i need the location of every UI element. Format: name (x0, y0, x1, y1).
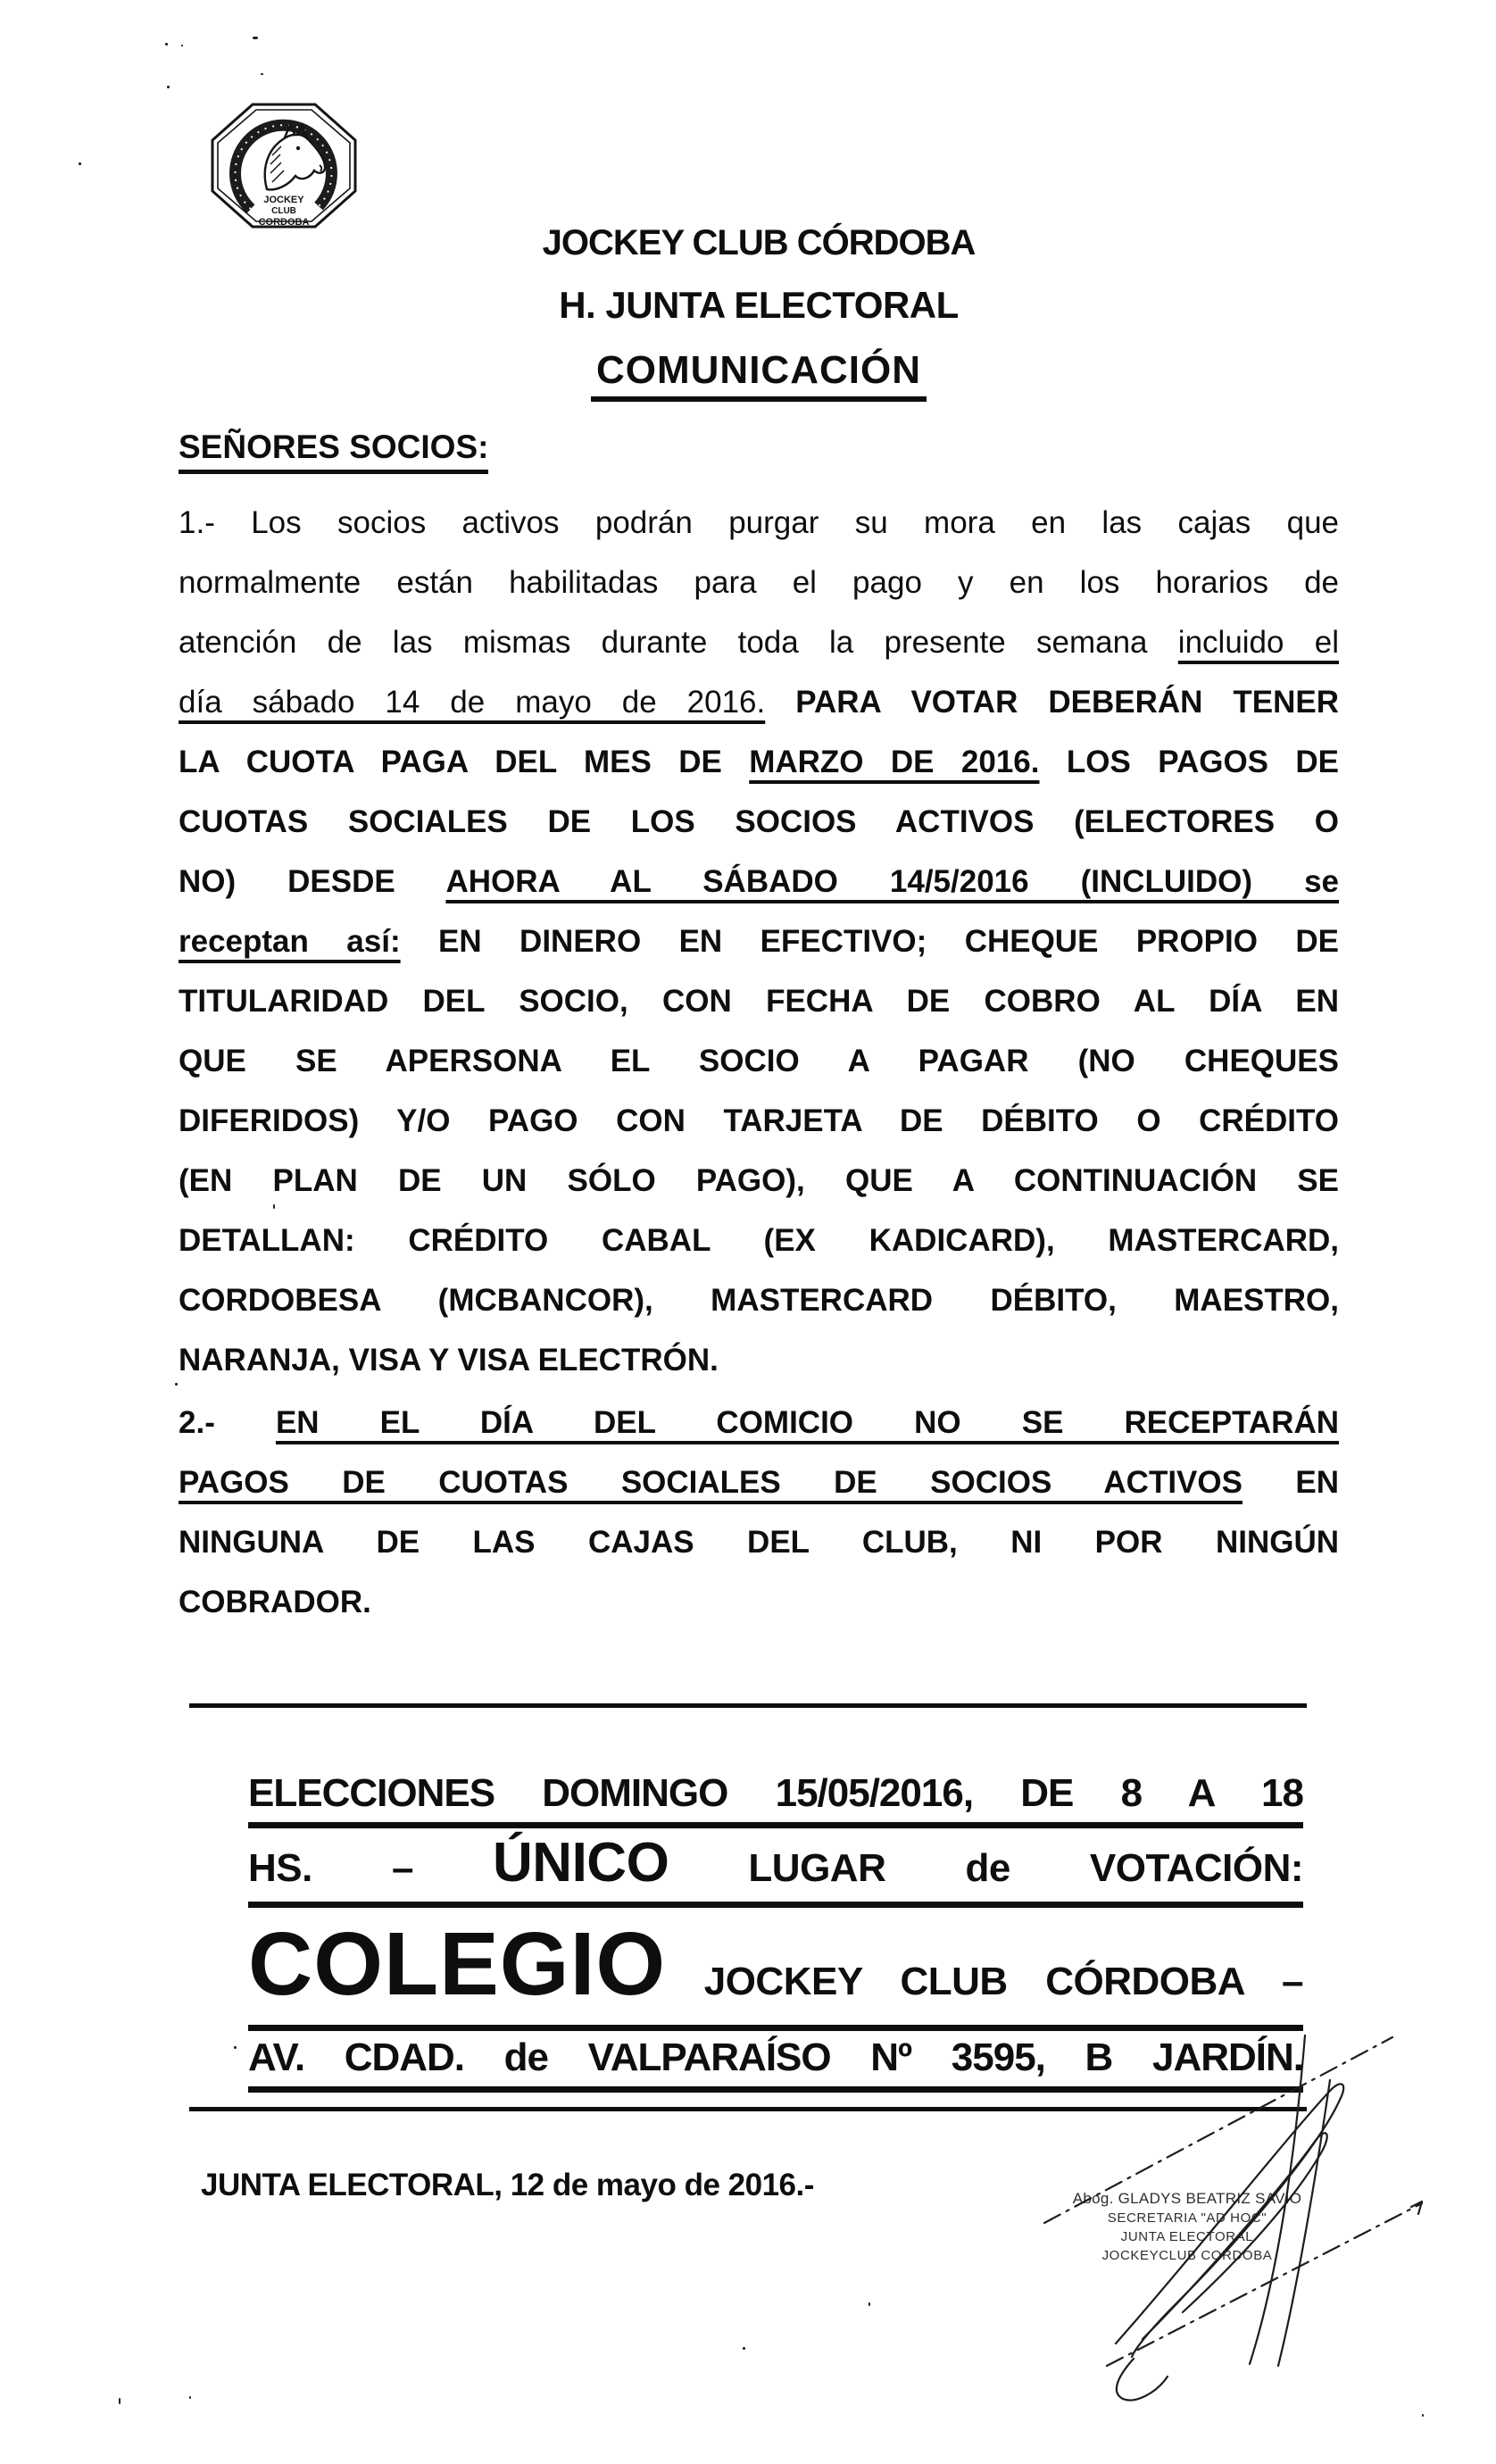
text-segment: AHORA AL SÁBADO 14/5/2016 (INCLUIDO) se (445, 864, 1339, 899)
text-segment: 1.- Los socios activos podrán purgar su mora en las cajas que (179, 505, 1339, 540)
text-line (179, 1091, 1339, 1151)
text-line (179, 971, 1339, 1031)
scan-speck (1422, 2414, 1424, 2417)
text-segment (765, 685, 795, 720)
scan-speck (253, 37, 258, 39)
salutation-text: SEÑORES SOCIOS: (179, 429, 488, 474)
paragraph-1 (179, 493, 1339, 1390)
text-line (179, 1211, 1339, 1270)
text-line (248, 1770, 1303, 1828)
scan-speck (743, 2347, 745, 2350)
text-segment: 2.- (179, 1405, 276, 1440)
text-line (179, 1453, 1339, 1512)
document-title-text: COMUNICACIÓN (591, 348, 927, 402)
text-segment: EN (1242, 1465, 1339, 1500)
text-segment: PAGOS DE CUOTAS SOCIALES DE SOCIOS ACTIVOS (179, 1465, 1243, 1500)
text-segment: EN EL DÍA DEL COMICIO NO SE RECEPTARÁN (275, 1405, 1339, 1440)
signature-stroke (1044, 2037, 1392, 2223)
logo-text-line2: CLUB (271, 206, 296, 216)
scan-speck (167, 86, 170, 88)
scan-speck (181, 45, 183, 46)
text-segment: NO) DESDE (179, 864, 446, 899)
text-segment: (EN PLAN DE UN SÓLO PAGO), QUE A CONTINUACIÓN SE (179, 1163, 1339, 1198)
text-line (179, 1330, 1339, 1390)
handwritten-signature (982, 2009, 1496, 2428)
text-line (179, 912, 1339, 971)
salutation (179, 429, 488, 474)
text-segment: TITULARIDAD DEL SOCIO, CON FECHA DE COBRO AL DÍA EN (179, 984, 1339, 1019)
text-line (179, 553, 1339, 612)
document-title (179, 348, 1339, 402)
text-line (179, 1270, 1339, 1330)
text-line (179, 1572, 1339, 1632)
text-segment: LOS PAGOS DE (1039, 745, 1339, 779)
org-title: JOCKEY CLUB CÓRDOBA (542, 223, 976, 262)
text-segment: COLEGIO (248, 1914, 667, 2014)
text-segment: ÚNICO (493, 1832, 669, 1894)
scan-speck (189, 2396, 191, 2399)
committee-title: H. JUNTA ELECTORAL (559, 284, 959, 326)
signatory-org: JUNTA ELECTORAL (1120, 2229, 1254, 2244)
scan-speck (869, 2302, 870, 2306)
text-segment: DETALLAN: CRÉDITO CABAL (EX KADICARD), MASTERCARD, (179, 1223, 1339, 1258)
text-line (179, 732, 1339, 792)
dateline: JUNTA ELECTORAL, 12 de mayo de 2016.- (201, 2168, 814, 2202)
text-segment: JOCKEY CLUB CÓRDOBA – (666, 1960, 1303, 2003)
signature-stroke (1278, 2080, 1330, 2366)
text-segment: CORDOBESA (MCBANCOR), MASTERCARD DÉBITO, MAESTRO, (179, 1283, 1339, 1318)
text-segment: ELECCIONES DOMINGO 15/05/2016, DE 8 A 18 (248, 1771, 1303, 1815)
signatory-name: Abog. GLADYS BEATRIZ SAVIO (1072, 2190, 1302, 2207)
text-segment: día sábado 14 de mayo de 2016. (179, 685, 766, 720)
text-segment: EN DINERO EN EFECTIVO; CHEQUE PROPIO DE (400, 924, 1339, 959)
paragraph-2 (179, 1393, 1339, 1632)
text-segment: CUOTAS SOCIALES DE LOS SOCIOS ACTIVOS (ELECTORES O (179, 804, 1339, 839)
text-segment: receptan así: (179, 924, 401, 959)
text-segment: PARA VOTAR DEBERÁN TENER (795, 685, 1339, 720)
text-segment: DIFERIDOS) Y/O PAGO CON TARJETA DE DÉBITO O CRÉDITO (179, 1103, 1339, 1138)
text-segment: LUGAR de VOTACIÓN: (669, 1846, 1303, 1890)
signature-stroke (1117, 2359, 1168, 2400)
text-line (179, 493, 1339, 553)
text-segment: NARANJA, VISA Y VISA ELECTRÓN. (179, 1343, 719, 1378)
scan-speck (234, 2046, 237, 2049)
text-segment: MARZO DE 2016. (749, 745, 1040, 779)
scan-speck (79, 162, 81, 165)
text-line (179, 612, 1339, 672)
text-segment: COBRADOR. (179, 1585, 371, 1619)
text-segment: AV. CDAD. de VALPARAÍSO Nº 3595, B JARDÍN. (248, 2035, 1303, 2079)
scan-speck (261, 73, 263, 75)
signature-arrow-tip (1411, 2202, 1422, 2214)
signatory-role: SECRETARIA "AD HOC" (1107, 2210, 1267, 2226)
text-segment: QUE SE APERSONA EL SOCIO A PAGAR (NO CHEQUES (179, 1044, 1339, 1078)
horse-eye (296, 146, 300, 150)
text-line (179, 672, 1339, 732)
text-segment: atención de las mismas durante toda la presente semana (179, 625, 1178, 660)
logo-text-line3: CORDOBA (258, 217, 310, 228)
jockey-club-logo (210, 102, 358, 229)
text-segment: incluido el (1177, 625, 1339, 660)
text-segment: LA CUOTA PAGA DEL MES DE (179, 745, 750, 779)
logo-text-line1: JOCKEY (263, 195, 304, 205)
divider-top (189, 1703, 1307, 1708)
scan-speck (175, 1383, 178, 1386)
scan-speck (273, 1204, 275, 1209)
text-segment: normalmente están habilitadas para el pago y en los horarios de (179, 565, 1339, 600)
text-segment: NINGUNA DE LAS CAJAS DEL CLUB, NI POR NINGÚN (179, 1525, 1339, 1560)
text-line (179, 792, 1339, 852)
text-line (179, 1151, 1339, 1211)
signatory-club: JOCKEYCLUB CORDOBA (1101, 2248, 1273, 2263)
text-line (179, 852, 1339, 912)
text-line (248, 1832, 1303, 1908)
scan-speck (119, 2398, 121, 2404)
text-line (179, 1393, 1339, 1453)
scan-speck (165, 43, 168, 46)
text-line (179, 1031, 1339, 1091)
text-segment: HS. – (248, 1846, 494, 1890)
text-line (179, 1512, 1339, 1572)
signature-stroke (1250, 2035, 1305, 2364)
